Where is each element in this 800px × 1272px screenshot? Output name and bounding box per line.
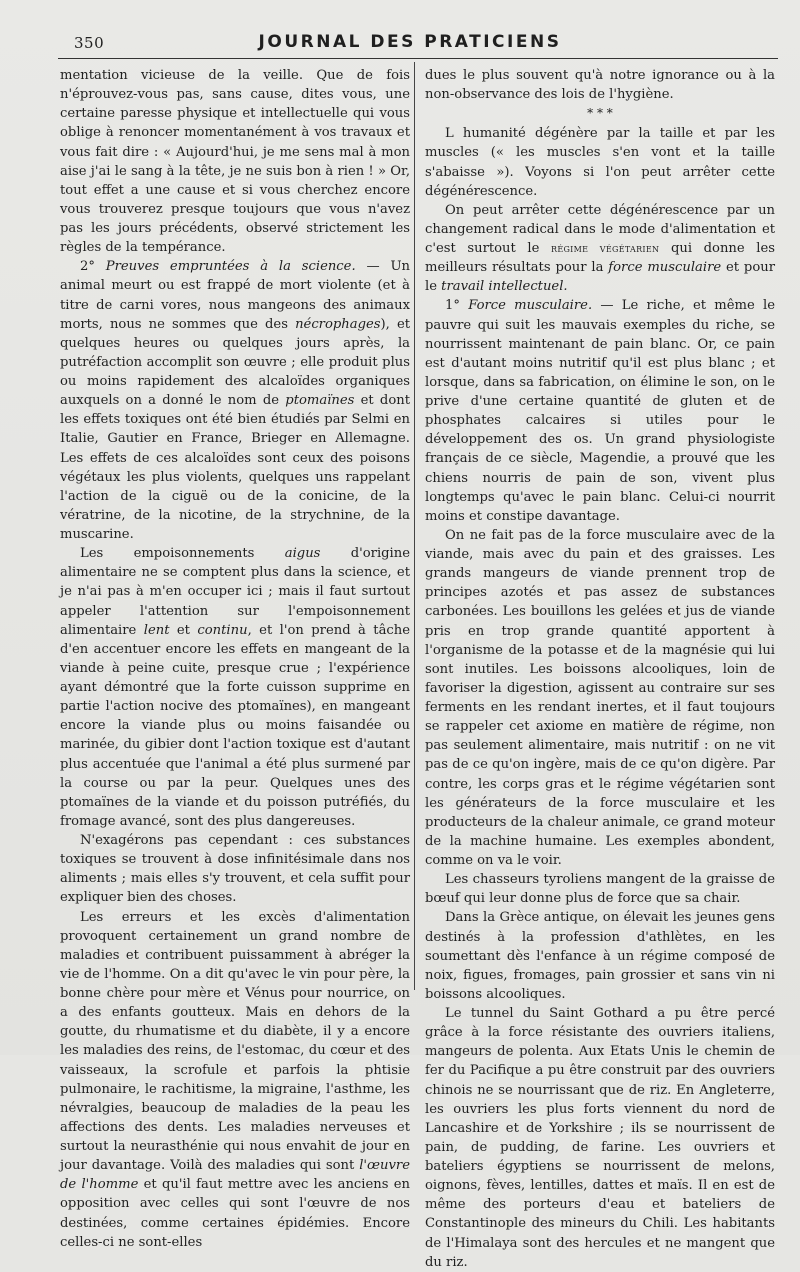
text-run: dues le plus souvent qu'à notre ignorance ou à la non-observance des lois de l'hygiène.: [425, 68, 775, 103]
page-number: 350: [74, 34, 105, 52]
text-run: d'origine alimentaire ne se comptent plus dans la science, et je n'ai pas à m'en occuper ici ; mais il faut surtout appeler l'attention sur l'empoisonnement alimentaire: [60, 546, 411, 638]
header-rule: [58, 58, 778, 59]
paragraph: [425, 66, 775, 104]
paragraph: [425, 908, 775, 1004]
text-run: — Le riche, et même le pauvre qui suit les mauvais exemples du riche, se nourrissent maintenant de pain blanc. Or, ce pain est d'autant moins nutritif qu'il est plus blanc ; et lorsque, dans sa fabrication, on élimine le son, on le prive d'une certaine quantité de gluten et de phosphates calcaires si utiles pour le développement des os. Un grand physiologiste français de ce siècle, Magendie, a prouvé que les chiens nourris de pain de son, vivent plus longtemps qu'avec le pain blanc. Celui-ci nourrit moins et constipe davantage.: [425, 298, 776, 524]
text-run: On peut arrêter cette dégénérescence par un changement radical dans le mode d'alimentation et c'est surtout le: [425, 202, 775, 256]
left-column: [60, 66, 410, 1252]
text-run: Le tunnel du Saint Gothard a pu être percé grâce à la force résistante des ouvriers italiens, mangeurs de polenta. Aux Etats Unis le chemin de fer du Pacifique a pu être construit par des ouvriers chinois ne se nourrissant que de riz. En Angleterre, les ouvriers les plus forts viennent du nord de Lancashire et de Yorkshire ; ils se nourrissent de pain, de pudding, de farine. Les ouvriers et bateliers égyptiens se nourrissent de melons, oignons, fèves, lentilles, dattes et maïs. Il en est de même des porteurs d'eau et bateliers de Constantinople des mineurs du Chili. Les habitants de l'Himalaya sont des hercules et ne mangent que du riz.: [425, 1006, 775, 1270]
italic-text: travail intellectuel.: [441, 279, 568, 295]
paragraph: [425, 124, 775, 201]
column-divider: [414, 62, 415, 990]
text-run: L humanité dégénère par la taille et par les muscles (« les muscles s'en vont et la taille s'abaisse »). Voyons si l'on peut arrêter cette dégénérescence.: [425, 126, 775, 199]
page-header: [60, 26, 760, 54]
text-run: Les chasseurs tyroliens mangent de la graisse de bœuf qui leur donne plus de force que sa chair.: [425, 872, 775, 907]
paragraph: [425, 201, 775, 297]
text-run: 1°: [445, 298, 469, 314]
italic-text: aigus: [284, 546, 321, 562]
text-run: et pour le: [425, 260, 775, 295]
italic-text: force musculaire: [608, 260, 722, 276]
paragraph: [425, 870, 775, 908]
italic-text: lent: [143, 622, 170, 638]
text-run: , et l'on prend à tâche d'en accentuer encore les effets en mangeant de la viande à peine cuite, presque crue ; l'expérience ayant démontré que la forte cuisson supprime en partie l'action nocive des ptomaïnes), en mangeant encore la viande plus ou moins faisandée ou marinée, du gibier dont l'action toxique est d'autant plus accentuée que l'animal a été plus surmené par la course ou par la peur. Quelques unes des ptomaïnes de la viande et du poisson putréfiés, du fromage avancé, sont des plus dangereuses.: [60, 622, 411, 829]
text-run: Les erreurs et les excès d'alimentation provoquent certainement un grand nombre de maladies et contribuent puissamment à abréger la vie de l'homme. On a dit qu'avec le vin pour père, la bonne chère pour mère et Vénus pour nourrice, on a des enfants goutteux. Mais en dehors de la goutte, du rhumatisme et du diabète, il y a encore les maladies des reins, de l'estomac, du cœur et des vaisseaux, la scrofule et parfois la phtisie pulmonaire, le rachitisme, la migraine, l'asthme, les névralgies, beaucoup de maladies de la peau les affections des dents. Les maladies nerveuses et surtout la neurasthénie qui nous envahit de jour en jour davantage. Voilà des maladies qui sont: [60, 909, 410, 1174]
paragraph: [60, 831, 410, 908]
text-run: Les empoisonnements: [80, 546, 285, 562]
paragraph: [425, 296, 775, 526]
text-run: ), et quelques heures ou quelques jours après, la putréfaction accomplit son œuvre ; elle produit plus ou moins rapidement des alcaloïdes organiques auxquels on a donné le nom de: [60, 316, 410, 409]
text-run: 2°: [80, 259, 106, 275]
paragraph: [425, 1004, 775, 1272]
paragraph: [425, 526, 775, 870]
small-caps-text: régime végétarien: [551, 241, 660, 255]
text-run: et: [169, 622, 198, 638]
paragraph: [60, 66, 410, 257]
text-run: qui donne les meilleurs résultats pour la: [425, 241, 775, 276]
italic-text: ptomaïnes: [285, 393, 355, 409]
text-run: N'exagérons pas cependant : ces substances toxiques se trouvent à dose infinitésimale dans nos aliments ; mais elles s'y trouvent, et cela suffit pour expliquer bien des choses.: [60, 833, 410, 906]
text-run: Dans la Grèce antique, on élevait les jeunes gens destinés à la profession d'athlètes, en les soumettant dès l'enfance à un régime composé de noix, figues, fromages, pain grossier et sans vin ni boissons alcooliques.: [425, 910, 775, 1002]
right-column: [425, 66, 775, 1272]
paragraph: [60, 257, 410, 544]
italic-text: Force musculaire.: [468, 298, 593, 314]
italic-text: continu: [197, 622, 248, 638]
text-run: On ne fait pas de la force musculaire avec de la viande, mais avec du pain et des graisses. Les grands mangeurs de viande prennent trop de principes azotés et pas assez de substances carbonées. Les bouillons les gelées et jus de viande pris en trop grande quantité apportent à l'organisme de la potasse et de la magnésie qui lui sont inutiles. Les boissons alcooliques, loin de favoriser la digestion, agissent au contraire sur ses ferments en les rendant inertes, et il faut toujours se rappeler cet axiome en matière de régime, non pas seulement alimentaire, mais nutritif : on ne vit pas de ce qu'on ingère, mais de ce qu'on digère. Par contre, les corps gras et le régime végétarien sont les générateurs de la force musculaire et les producteurs de la chaleur animale, ce grand moteur de la machine humaine. Les exemples abondent, comme on va le voir.: [425, 527, 775, 868]
italic-text: l'œuvre de l'homme: [60, 1158, 410, 1193]
text-run: — Un animal meurt ou est frappé de mort violente (et à titre de carni vores, nous mangeons des animaux morts, nous ne sommes que des: [60, 259, 410, 332]
text-run: et qu'il faut mettre avec les anciens en opposition avec celles qui sont l'œuvre de nos destinées, comme certaines épidémies. Encore celles-ci ne sont-elles: [60, 1177, 410, 1250]
journal-title: JOURNAL DES PRATICIENS: [258, 32, 562, 52]
italic-text: Preuves empruntées à la science.: [105, 259, 356, 275]
text-run: et dont les effets toxiques ont été bien étudiés par Selmi en Italie, Gautier en France, Brieger en Allemagne. Les effets de ces alcaloïdes sont ceux des poisons végétaux les plus violents, quelques uns rappelant l'action de la ciguë ou de la conicine, de la vératrine, de la nicotine, de la strychnine, de la muscarine.: [60, 393, 410, 542]
paragraph: [60, 544, 410, 831]
text-run: mentation vicieuse de la veille. Que de fois n'éprouvez-vous pas, sans cause, dites vous, une certaine paresse physique et intellectuelle qui vous oblige à renoncer momentanément à vos travaux et vous fait dire : « Aujourd'hui, je me sens mal à mon aise j'ai le sang à la tête, je ne suis bon à rien ! » Or, tout effet a une cause et si vous cherchez encore vous trouverez presque toujours que vous n'avez pas les jours précédents, observé strictement les règles de la tempérance.: [60, 68, 410, 256]
italic-text: nécrophages: [295, 316, 381, 332]
paragraph: [60, 908, 410, 1252]
section-separator: * * *: [587, 106, 613, 121]
